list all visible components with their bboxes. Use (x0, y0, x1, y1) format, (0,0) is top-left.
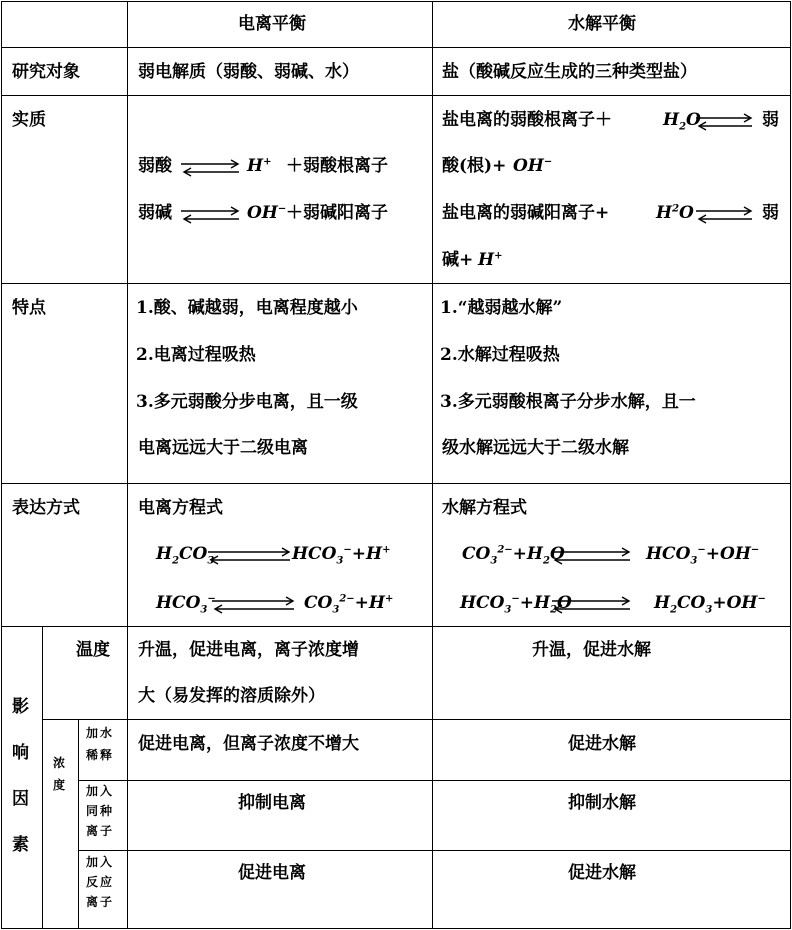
reacting-ion-label-line1: 加入 (86, 855, 115, 869)
formula-co3-plus-h2o: $CO_3^{2-}+H_2O$ (462, 544, 565, 567)
formula-h2o: $H_2O$ (663, 110, 701, 133)
formula-hco3-plus-h2o: $HCO_3^-+H_2O$ (460, 593, 572, 616)
formula-hco3-plus-h: $HCO_3^-+H^+$ (292, 544, 391, 567)
essence-hyd-line1: 盐电离的弱酸根离子＋ (442, 110, 612, 130)
grid-line (1, 483, 791, 484)
grid-line (1, 626, 791, 627)
equilibrium-arrow (212, 597, 296, 613)
row-label-influence (12, 684, 32, 868)
influence-label: 影 响 因 素 (12, 697, 29, 855)
reacting-ion-label-line2: 反应 (86, 875, 115, 889)
grid-line (127, 1, 128, 929)
same-ion-label-line2: 同种 (86, 804, 115, 818)
reacting-ion-label (86, 855, 114, 909)
same-ion-hyd: 抑制水解 (568, 793, 636, 813)
grid-line (1, 1, 2, 929)
grid-line (78, 850, 791, 851)
equilibrium-arrow (552, 597, 632, 613)
essence-hyd-line2: 酸(根)+ (442, 156, 507, 176)
dilution-label-line2: 稀释 (86, 748, 115, 762)
formula-oh-ion: OH− (513, 156, 553, 176)
formula-h2co3: $H_2CO_3$ (156, 544, 215, 567)
concentration-char: 浓 度 (53, 756, 66, 792)
dilution-ion: 促进电离，但离子浓度不增大 (138, 734, 359, 754)
row-label-features: 特点 (12, 298, 46, 318)
essence-ion-acid-left: 弱酸 (138, 156, 172, 176)
grid-line (1, 95, 791, 96)
same-ion-label-line3: 离子 (86, 824, 115, 838)
essence-hyd-line3: 盐电离的弱碱阳离子+ (442, 203, 610, 223)
essence-ion-base-right: ＋弱碱阳离子 (286, 203, 388, 223)
grid-line (1, 928, 791, 929)
dilution-hyd: 促进水解 (568, 734, 636, 754)
grid-line (42, 626, 43, 929)
feature-hyd-2: 2.水解过程吸热 (440, 345, 560, 365)
expression-ionization-title: 电离方程式 (138, 498, 223, 518)
temperature-hyd: 升温，促进水解 (532, 640, 651, 660)
equilibrium-arrow (208, 548, 292, 564)
grid-line (42, 719, 791, 720)
expression-hydrolysis-title: 水解方程式 (442, 498, 527, 518)
formula-co3-plus-h: $CO_3^{2-}+H^+$ (304, 593, 394, 616)
feature-ion-4: 电离远远大于二级电离 (138, 438, 308, 458)
equilibrium-arrow (696, 207, 756, 223)
equilibrium-arrow (696, 114, 756, 130)
row-label-essence: 实质 (12, 110, 46, 130)
dilution-label (86, 726, 114, 762)
feature-ion-2: 2.电离过程吸热 (136, 345, 256, 365)
temperature-ion-2: 大（易发挥的溶质除外） (138, 686, 325, 706)
feature-hyd-3: 3.多元弱酸根离子分步水解，且一 (440, 392, 696, 412)
reacting-ion-hyd: 促进水解 (568, 863, 636, 883)
formula-h-ion: H+ (247, 156, 272, 176)
equilibrium-arrow (552, 548, 632, 564)
grid-line (790, 1, 791, 929)
feature-ion-1: 1.酸、碱越弱，电离程度越小 (136, 298, 358, 318)
same-ion-ion: 抑制电离 (238, 793, 306, 813)
equilibrium-arrow (181, 207, 241, 223)
essence-hyd-line4: 碱+ (442, 250, 474, 270)
grid-line (1, 283, 791, 284)
essence-hyd-line3-end: 弱 (762, 203, 779, 223)
reacting-ion-label-line3: 离子 (86, 895, 115, 909)
row-label-object: 研究对象 (12, 62, 80, 82)
formula-oh-ion: OH− (247, 203, 287, 223)
grid-line (78, 719, 79, 929)
equilibrium-arrow (181, 160, 241, 176)
row-label-expression: 表达方式 (12, 498, 80, 518)
temperature-label: 温度 (76, 640, 110, 660)
formula-hco3-plus-oh: $HCO_3^-+OH^-$ (646, 544, 760, 567)
formula-h2co3-plus-oh: $H_2CO_3+OH^-$ (654, 593, 766, 616)
essence-ion-acid-right: ＋弱酸根离子 (286, 156, 388, 176)
essence-ion-base-left: 弱碱 (138, 203, 172, 223)
formula-h-ion: H+ (478, 250, 503, 270)
temperature-ion-1: 升温，促进电离，离子浓度增 (138, 640, 359, 660)
feature-hyd-1: 1.“越弱越水解” (440, 298, 563, 318)
grid-line (1, 1, 791, 2)
header-hydrolysis: 水解平衡 (568, 14, 636, 34)
feature-ion-3: 3.多元弱酸分步电离，且一级 (136, 392, 358, 412)
formula-h2o: $H^2O$ (656, 203, 694, 223)
same-ion-label (86, 784, 114, 838)
same-ion-label-line1: 加入 (86, 784, 115, 798)
formula-hco3: $HCO_3^-$ (156, 593, 216, 616)
grid-line (432, 1, 433, 929)
reacting-ion-ion: 促进电离 (238, 863, 306, 883)
grid-line (1, 47, 791, 48)
object-ionization: 弱电解质（弱酸、弱碱、水） (138, 62, 359, 82)
object-hydrolysis: 盐（酸碱反应生成的三种类型盐） (442, 62, 697, 82)
grid-line (78, 780, 791, 781)
concentration-label (53, 752, 67, 796)
essence-hyd-line1-end: 弱 (762, 110, 779, 130)
feature-hyd-4: 级水解远远大于二级水解 (442, 438, 629, 458)
header-ionization: 电离平衡 (238, 14, 306, 34)
dilution-label-line1: 加水 (86, 726, 115, 740)
